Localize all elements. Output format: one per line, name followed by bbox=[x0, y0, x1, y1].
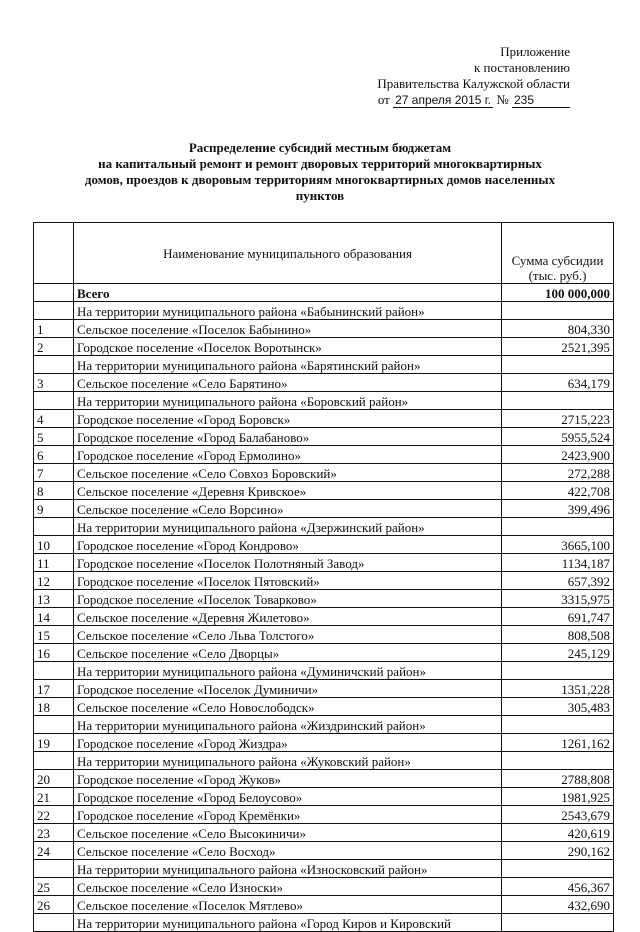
row-num-cell: 26 bbox=[34, 896, 74, 914]
row-num-cell bbox=[34, 302, 74, 320]
row-sum-cell bbox=[502, 662, 614, 680]
row-num-cell: 25 bbox=[34, 878, 74, 896]
row-num-cell: 14 bbox=[34, 608, 74, 626]
row-sum-cell: 634,179 bbox=[502, 374, 614, 392]
row-name-cell: На территории муниципального района «Город Киров и Кировский bbox=[74, 914, 502, 932]
row-name-cell: Городское поселение «Поселок Воротынск» bbox=[74, 338, 502, 356]
row-sum-cell: 2521,395 bbox=[502, 338, 614, 356]
table-row bbox=[34, 428, 614, 446]
row-num-cell: 16 bbox=[34, 644, 74, 662]
row-num-cell: 24 bbox=[34, 842, 74, 860]
row-name-cell: Городское поселение «Город Боровск» bbox=[74, 410, 502, 428]
table-header-row bbox=[34, 223, 614, 284]
table-row bbox=[34, 590, 614, 608]
row-sum-cell bbox=[502, 302, 614, 320]
row-name-cell: Городское поселение «Город Ермолино» bbox=[74, 446, 502, 464]
row-name-cell: На территории муниципального района «Думиничский район» bbox=[74, 662, 502, 680]
row-num-cell: 9 bbox=[34, 500, 74, 518]
row-name-cell: Сельское поселение «Деревня Кривское» bbox=[74, 482, 502, 500]
row-sum-cell: 2423,900 bbox=[502, 446, 614, 464]
row-name-cell: Городское поселение «Город Жуков» bbox=[74, 770, 502, 788]
resolution-number: 235 bbox=[512, 94, 570, 108]
subsidy-table bbox=[33, 222, 614, 932]
row-sum-cell: 1261,162 bbox=[502, 734, 614, 752]
table-row bbox=[34, 734, 614, 752]
row-sum-cell bbox=[502, 518, 614, 536]
row-sum-cell bbox=[502, 392, 614, 410]
row-name-cell: Сельское поселение «Поселок Бабынино» bbox=[74, 320, 502, 338]
row-num-cell: 17 bbox=[34, 680, 74, 698]
row-sum-cell: 2543,679 bbox=[502, 806, 614, 824]
total-value: 100 000,000 bbox=[502, 284, 614, 302]
row-num-cell bbox=[34, 662, 74, 680]
appendix-dateline bbox=[377, 92, 570, 108]
table-row bbox=[34, 824, 614, 842]
header-sum-cell: Сумма субсидии (тыс. руб.) bbox=[502, 223, 614, 284]
row-name-cell: Городское поселение «Город Белоусово» bbox=[74, 788, 502, 806]
table-row bbox=[34, 464, 614, 482]
table-row bbox=[34, 770, 614, 788]
appendix-line-2: к постановлению bbox=[473, 60, 570, 75]
row-num-cell: 19 bbox=[34, 734, 74, 752]
row-num-cell: 10 bbox=[34, 536, 74, 554]
table-row bbox=[34, 554, 614, 572]
total-num-cell bbox=[34, 284, 74, 302]
table-row bbox=[34, 698, 614, 716]
row-num-cell: 2 bbox=[34, 338, 74, 356]
table-row bbox=[34, 806, 614, 824]
row-sum-cell: 808,508 bbox=[502, 626, 614, 644]
table-row bbox=[34, 662, 614, 680]
row-name-cell: Сельское поселение «Село Высокиничи» bbox=[74, 824, 502, 842]
row-name-cell: Сельское поселение «Село Дворцы» bbox=[74, 644, 502, 662]
table-row bbox=[34, 752, 614, 770]
appendix-line-3: Правительства Калужской области bbox=[377, 76, 570, 91]
table-row bbox=[34, 500, 614, 518]
row-name-cell: Сельское поселение «Село Совхоз Боровский» bbox=[74, 464, 502, 482]
table-row bbox=[34, 338, 614, 356]
row-num-cell: 12 bbox=[34, 572, 74, 590]
row-num-cell: 8 bbox=[34, 482, 74, 500]
row-sum-cell bbox=[502, 860, 614, 878]
row-name-cell: Сельское поселение «Деревня Жилетово» bbox=[74, 608, 502, 626]
table-row bbox=[34, 716, 614, 734]
row-name-cell: Городское поселение «Город Кремёнки» bbox=[74, 806, 502, 824]
table-row bbox=[34, 356, 614, 374]
row-sum-cell: 657,392 bbox=[502, 572, 614, 590]
table-row bbox=[34, 914, 614, 932]
table-row bbox=[34, 788, 614, 806]
header-name-cell: Наименование муниципального образования bbox=[74, 223, 502, 284]
row-sum-cell: 5955,524 bbox=[502, 428, 614, 446]
row-num-cell bbox=[34, 860, 74, 878]
title-line-3: домов, проездов к дворовым территориям многоквартирных домов населенных bbox=[84, 172, 556, 187]
table-row bbox=[34, 878, 614, 896]
row-num-cell bbox=[34, 752, 74, 770]
row-name-cell: Городское поселение «Город Кондрово» bbox=[74, 536, 502, 554]
table-row bbox=[34, 374, 614, 392]
row-num-cell: 1 bbox=[34, 320, 74, 338]
row-name-cell: На территории муниципального района «Жиздринский район» bbox=[74, 716, 502, 734]
row-name-cell: Городское поселение «Поселок Товарково» bbox=[74, 590, 502, 608]
row-num-cell: 18 bbox=[34, 698, 74, 716]
table-row bbox=[34, 446, 614, 464]
table-row bbox=[34, 320, 614, 338]
row-num-cell bbox=[34, 392, 74, 410]
row-name-cell: Сельское поселение «Село Льва Толстого» bbox=[74, 626, 502, 644]
row-name-cell: На территории муниципального района «Дзержинский район» bbox=[74, 518, 502, 536]
table-row bbox=[34, 410, 614, 428]
table-row bbox=[34, 518, 614, 536]
title-line-4: пунктов bbox=[295, 188, 345, 203]
row-sum-cell bbox=[502, 356, 614, 374]
row-num-cell: 20 bbox=[34, 770, 74, 788]
row-num-cell: 22 bbox=[34, 806, 74, 824]
row-name-cell: Сельское поселение «Поселок Мятлево» bbox=[74, 896, 502, 914]
row-name-cell: На территории муниципального района «Боровский район» bbox=[74, 392, 502, 410]
row-name-cell: На территории муниципального района «Износковский район» bbox=[74, 860, 502, 878]
row-sum-cell: 245,129 bbox=[502, 644, 614, 662]
row-num-cell bbox=[34, 716, 74, 734]
appendix-line-1: Приложение bbox=[500, 44, 570, 59]
row-num-cell: 11 bbox=[34, 554, 74, 572]
row-name-cell: Сельское поселение «Село Ворсино» bbox=[74, 500, 502, 518]
table-row bbox=[34, 536, 614, 554]
row-name-cell: Сельское поселение «Село Износки» bbox=[74, 878, 502, 896]
row-name-cell: Сельское поселение «Село Новослободск» bbox=[74, 698, 502, 716]
row-num-cell: 7 bbox=[34, 464, 74, 482]
row-sum-cell: 290,162 bbox=[502, 842, 614, 860]
row-num-cell: 15 bbox=[34, 626, 74, 644]
row-sum-cell: 3665,100 bbox=[502, 536, 614, 554]
table-row bbox=[34, 860, 614, 878]
row-name-cell: На территории муниципального района «Барятинский район» bbox=[74, 356, 502, 374]
row-num-cell: 23 bbox=[34, 824, 74, 842]
appendix-block bbox=[377, 44, 570, 108]
row-sum-cell bbox=[502, 716, 614, 734]
row-sum-cell: 305,483 bbox=[502, 698, 614, 716]
row-sum-cell: 420,619 bbox=[502, 824, 614, 842]
row-sum-cell: 2715,223 bbox=[502, 410, 614, 428]
row-name-cell: Городское поселение «Город Жиздра» bbox=[74, 734, 502, 752]
row-num-cell: 13 bbox=[34, 590, 74, 608]
table-row bbox=[34, 392, 614, 410]
row-sum-cell: 432,690 bbox=[502, 896, 614, 914]
from-label: от bbox=[377, 92, 390, 107]
row-name-cell: На территории муниципального района «Бабынинский район» bbox=[74, 302, 502, 320]
row-name-cell: Сельское поселение «Село Восход» bbox=[74, 842, 502, 860]
row-sum-cell bbox=[502, 752, 614, 770]
title-line-2: на капитальный ремонт и ремонт дворовых территорий многоквартирных bbox=[98, 156, 542, 171]
table-row bbox=[34, 482, 614, 500]
row-sum-cell: 1134,187 bbox=[502, 554, 614, 572]
document-title bbox=[40, 140, 600, 204]
row-num-cell bbox=[34, 356, 74, 374]
row-num-cell: 3 bbox=[34, 374, 74, 392]
row-sum-cell: 422,708 bbox=[502, 482, 614, 500]
table-row bbox=[34, 626, 614, 644]
row-sum-cell: 272,288 bbox=[502, 464, 614, 482]
row-num-cell: 21 bbox=[34, 788, 74, 806]
row-sum-cell: 456,367 bbox=[502, 878, 614, 896]
row-num-cell: 5 bbox=[34, 428, 74, 446]
table-row bbox=[34, 680, 614, 698]
row-sum-cell: 691,747 bbox=[502, 608, 614, 626]
row-name-cell: На территории муниципального района «Жуковский район» bbox=[74, 752, 502, 770]
number-label: № bbox=[496, 92, 509, 107]
title-line-1: Распределение субсидий местным бюджетам bbox=[188, 140, 452, 155]
row-num-cell bbox=[34, 518, 74, 536]
row-name-cell: Сельское поселение «Село Барятино» bbox=[74, 374, 502, 392]
row-sum-cell: 2788,808 bbox=[502, 770, 614, 788]
row-sum-cell: 804,330 bbox=[502, 320, 614, 338]
row-sum-cell: 1351,228 bbox=[502, 680, 614, 698]
header-num-cell bbox=[34, 223, 74, 284]
row-num-cell bbox=[34, 914, 74, 932]
table-row bbox=[34, 842, 614, 860]
row-num-cell: 6 bbox=[34, 446, 74, 464]
table-row bbox=[34, 572, 614, 590]
row-num-cell: 4 bbox=[34, 410, 74, 428]
total-row bbox=[34, 284, 614, 302]
resolution-date: 27 апреля 2015 г. bbox=[393, 94, 493, 108]
row-name-cell: Городское поселение «Поселок Думиничи» bbox=[74, 680, 502, 698]
row-name-cell: Городское поселение «Поселок Пятовский» bbox=[74, 572, 502, 590]
row-sum-cell bbox=[502, 914, 614, 932]
table-row bbox=[34, 608, 614, 626]
row-sum-cell: 399,496 bbox=[502, 500, 614, 518]
table-row bbox=[34, 302, 614, 320]
row-name-cell: Городское поселение «Город Балабаново» bbox=[74, 428, 502, 446]
table-row bbox=[34, 644, 614, 662]
row-sum-cell: 1981,925 bbox=[502, 788, 614, 806]
total-label: Всего bbox=[74, 284, 502, 302]
row-name-cell: Городское поселение «Поселок Полотняный Завод» bbox=[74, 554, 502, 572]
row-sum-cell: 3315,975 bbox=[502, 590, 614, 608]
